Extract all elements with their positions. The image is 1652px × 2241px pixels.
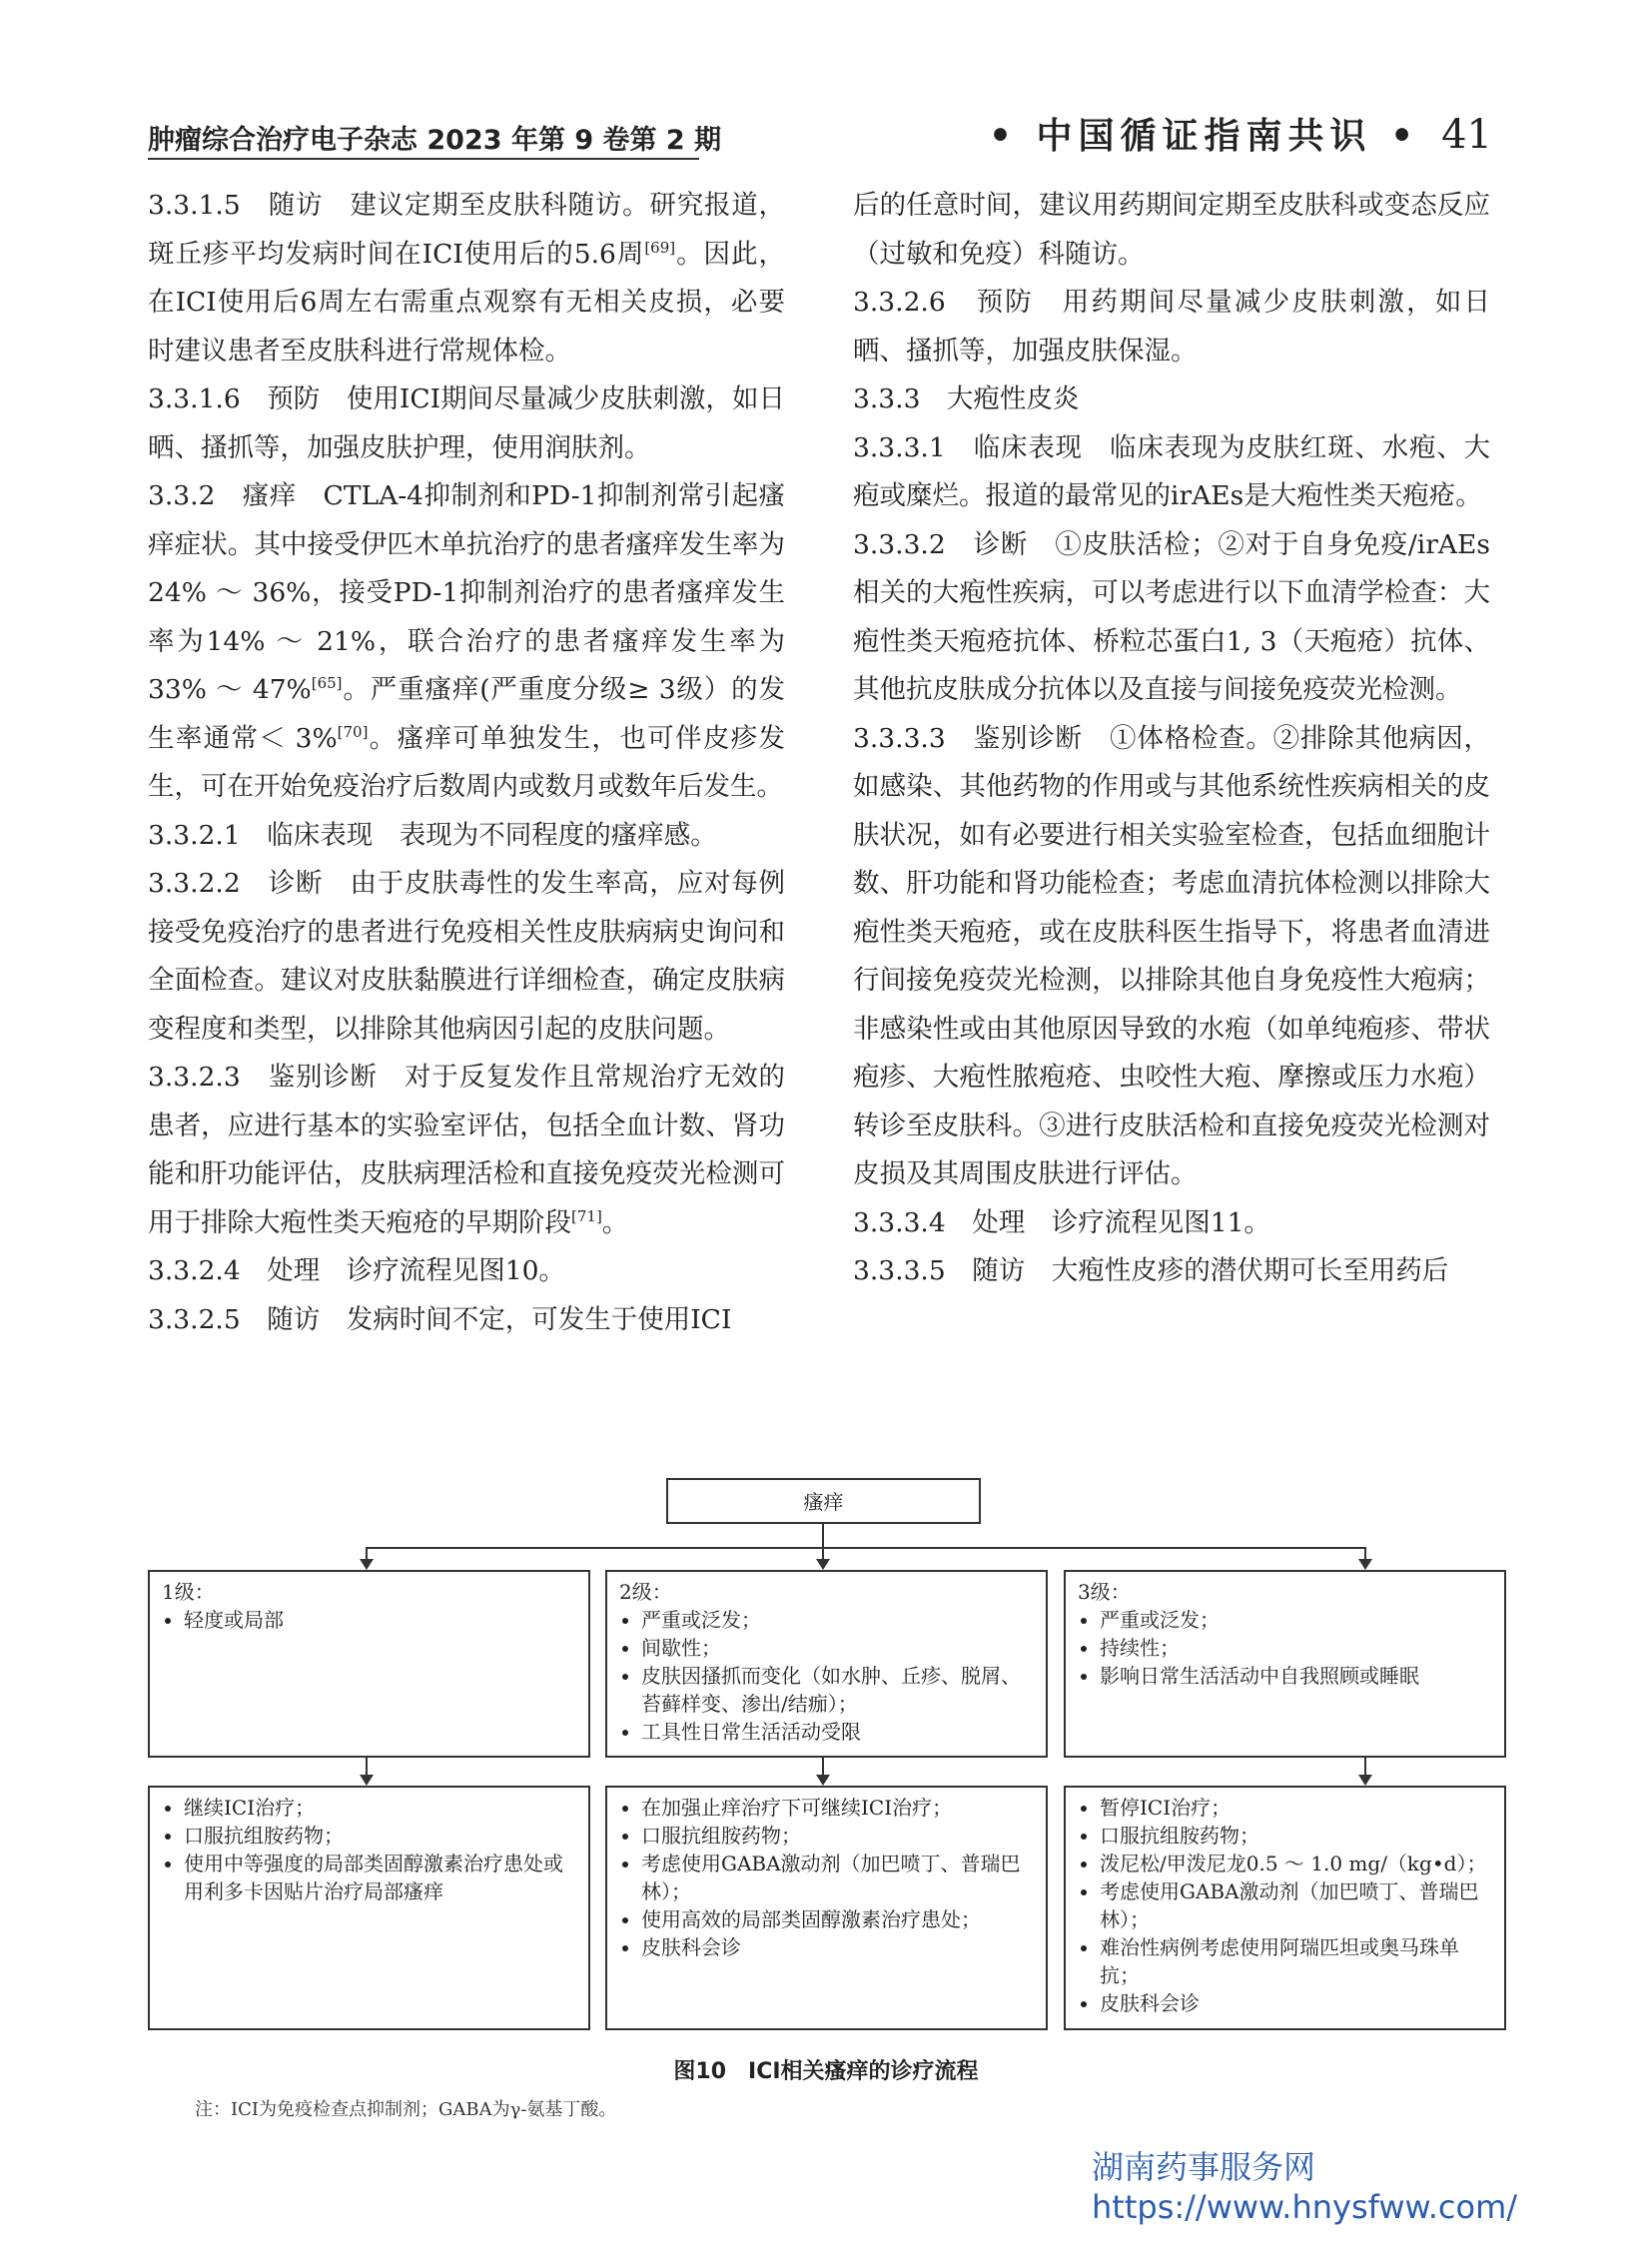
bullet-item: • 使用中等强度的局部类固醇激素治疗患处或用利多卡因贴片治疗局部瘙痒	[184, 1850, 576, 1905]
watermark[interactable]	[1092, 2147, 1517, 2227]
paragraph-3-3-1-6	[148, 375, 785, 472]
bullet-item: • 严重或泛发；	[641, 1606, 1034, 1634]
paragraph-3-3-3-1	[853, 424, 1490, 521]
bullet-item: • 皮肤因搔抓而变化（如水肿、丘疹、脱屑、苔藓样变、渗出/结痂）；	[641, 1662, 1034, 1718]
journal-title: 肿瘤综合治疗电子杂志 2023 年第 9 卷第 2 期	[148, 125, 722, 156]
bullet-item: • 持续性；	[1100, 1634, 1492, 1662]
paragraph-text: 3.3.2.6 预防 用药期间尽量减少皮肤刺激，如日晒、搔抓等，加强皮肤保湿。	[853, 287, 1490, 367]
grade-box-3	[1064, 1570, 1506, 1758]
paragraph-text: 3.3.2.4 处理 诊疗流程见图10。	[148, 1255, 565, 1286]
paragraph-text: 3.3.2.2 诊断 由于皮肤毒性的发生率高，应对每例接受免疫治疗的患者进行免疫相关性皮肤病病史询问和全面检查。建议对皮肤黏膜进行详细检查，确定皮肤病变程度和类型，以排除其他病因引起的皮肤问题。	[148, 868, 785, 1045]
bullet-item: • 间歇性；	[641, 1634, 1034, 1662]
paragraph-3-3-3-5	[853, 1247, 1490, 1296]
bullet-list	[1078, 1606, 1492, 1690]
flow-arrow	[1358, 1775, 1372, 1786]
bullet-item: • 影响日常生活活动中自我照顾或睡眠	[1100, 1662, 1492, 1690]
paragraph-text: 3.3.1.5 随访 建议定期至皮肤科随访。研究报道，斑丘疹平均发病时间在ICI使用后的5.6周	[148, 190, 785, 270]
paragraph-text: 3.3.3.1 临床表现 临床表现为皮肤红斑、水疱、大疱或糜烂。报道的最常见的irAEs是大疱性类天疱疮。	[853, 431, 1490, 511]
paragraph-text: 。瘙痒可单独发生，也可伴皮疹发生，可在开始免疫治疗后数周内或数月或数年后发生。	[148, 722, 786, 802]
bullet-item: • 口服抗组胺药物；	[1100, 1822, 1492, 1850]
bullet-item: • 暂停ICI治疗；	[1100, 1794, 1492, 1822]
bullet-item: • 泼尼松/甲泼尼龙0.5 ～ 1.0 mg/（kg•d）；	[1100, 1850, 1492, 1877]
flow-arrow	[1358, 1559, 1372, 1570]
paragraph-cont	[853, 182, 1490, 279]
figure-note: 注：ICI为免疫检查点抑制剂；GABA为γ-氨基丁酸。	[195, 2099, 617, 2120]
paragraph-text: 3.3.2 瘙痒 CTLA-4抑制剂和PD-1抑制剂常引起瘙痒症状。其中接受伊匹木单抗治疗的患者瘙痒发生率为24% ～ 36%，接受PD-1抑制剂治疗的患者瘙痒发生率为14% ～ 21%，联合治疗的患者瘙痒发生率为33% ～ 47%	[148, 480, 785, 705]
paragraph-3-3-2-4	[148, 1247, 785, 1296]
paragraph-3-3-2-1	[148, 812, 785, 861]
flow-arrow	[816, 1559, 830, 1570]
bullet-list	[162, 1606, 576, 1634]
flow-connector	[1364, 1758, 1366, 1776]
citation-ref: [69]	[644, 238, 676, 257]
bullet-item: • 难治性病例考虑使用阿瑞匹坦或奥马珠单抗；	[1100, 1933, 1492, 1989]
flow-root-node: 瘙痒	[666, 1478, 981, 1524]
treatment-box-2	[605, 1786, 1048, 2030]
header-rule	[148, 158, 699, 160]
paragraph-text: 3.3.3.3 鉴别诊断 ①体格检查。②排除其他病因，如感染、其他药物的作用或与其他系统性疾病相关的皮肤状况，如有必要进行相关实验室检查，包括血细胞计数、肝功能和肾功能检查；考虑血清抗体检测以排除大疱性类天疱疮，或在皮肤科医生指导下，将患者血清进行间接免疫荧光检测，以排除其他自身免疫性大疱病；非感染性或由其他原因导致的水疱（如单纯疱疹、带状疱疹、大疱性脓疱疮、虫咬性大疱、摩擦或压力水疱）转诊至皮肤科。③进行皮肤活检和直接免疫荧光检测对皮损及其周围皮肤进行评估。	[853, 722, 1490, 1189]
paragraph-text: 。因此，在ICI使用后6周左右需重点观察有无相关皮损，必要时建议患者至皮肤科进行常规体检。	[148, 238, 785, 367]
paragraph-text: 3.3.3.2 诊断 ①皮肤活检；②对于自身免疫/irAEs相关的大疱性疾病，可以考虑进行以下血清学检查：大疱性类天疱疮抗体、桥粒芯蛋白1, 3（天疱疮）抗体、其他抗皮肤成分抗体以及直接与间接免疫荧光检测。	[853, 528, 1490, 705]
bullet-item: • 继续ICI治疗；	[184, 1794, 576, 1822]
page-number: 41	[1441, 112, 1492, 158]
watermark-url[interactable]: https://www.hnysfww.com/	[1092, 2188, 1518, 2226]
right-column	[853, 182, 1490, 1296]
paragraph-3-3-3-3	[853, 715, 1490, 1199]
paragraph-3-3-3-2	[853, 521, 1490, 715]
paragraph-3-3-2	[148, 472, 785, 812]
citation-ref: [71]	[571, 1206, 602, 1225]
flow-arrow	[360, 1559, 374, 1570]
bullet-item: • 严重或泛发；	[1100, 1606, 1492, 1634]
bullet-item: • 口服抗组胺药物；	[641, 1822, 1034, 1850]
bullet-item: • 轻度或局部	[184, 1606, 576, 1634]
paragraph-3-3-3	[853, 375, 1490, 424]
bullet-item: • 考虑使用GABA激动剂（加巴喷丁、普瑞巴林）；	[1100, 1877, 1492, 1933]
grade-title: 2级：	[619, 1580, 672, 1604]
paragraph-text: 3.3.2.1 临床表现 表现为不同程度的瘙痒感。	[148, 819, 717, 851]
bullet-list	[619, 1794, 1034, 1961]
section-title	[989, 108, 1492, 159]
paragraph-3-3-2-3	[148, 1054, 785, 1247]
flow-connector	[822, 1758, 824, 1776]
flow-connector	[822, 1524, 824, 1548]
watermark-name: 湖南药事服务网	[1092, 2148, 1316, 2186]
paragraph-3-3-1-5	[148, 182, 785, 375]
bullet-list	[1078, 1794, 1492, 2017]
flow-connector	[366, 1547, 1364, 1549]
paragraph-text: 3.3.2.3 鉴别诊断 对于反复发作且常规治疗无效的患者，应进行基本的实验室评估，包括全血计数、肾功能和肝功能评估，皮肤病理活检和直接免疫荧光检测可用于排除大疱性类天疱疮的早期阶段	[148, 1062, 785, 1238]
paragraph-text: 。	[601, 1206, 629, 1238]
citation-ref: [70]	[337, 722, 369, 741]
flow-arrow	[360, 1775, 374, 1786]
figure-caption: 图10 ICI相关瘙痒的诊疗流程	[673, 2059, 979, 2084]
bullet-list	[162, 1794, 576, 1905]
paragraph-text: 3.3.3.5 随访 大疱性皮疹的潜伏期可长至用药后	[853, 1255, 1449, 1286]
treatment-box-1	[148, 1786, 590, 2030]
paragraph-3-3-2-5	[148, 1296, 785, 1345]
bullet-item: • 口服抗组胺药物；	[184, 1822, 576, 1850]
flow-arrow	[816, 1775, 830, 1786]
bullet-item: • 使用高效的局部类固醇激素治疗患处；	[641, 1905, 1034, 1933]
paragraph-text: 3.3.3 大疱性皮炎	[853, 383, 1080, 414]
bullet-item: • 皮肤科会诊	[641, 1933, 1034, 1961]
bullet-list	[619, 1606, 1034, 1746]
grade-title: 1级：	[162, 1580, 215, 1604]
grade-title: 3级：	[1078, 1580, 1131, 1604]
paragraph-text: 。严重瘙痒(严重度分级≥ 3级）的发生率通常＜ 3%	[148, 674, 785, 754]
paragraph-text: 3.3.1.6 预防 使用ICI期间尽量减少皮肤刺激，如日晒、搔抓等，加强皮肤护理，使用润肤剂。	[148, 383, 785, 463]
paragraph-text: 3.3.3.4 处理 诊疗流程见图11。	[853, 1206, 1270, 1238]
bullet-item: • 考虑使用GABA激动剂（加巴喷丁、普瑞巴林）；	[641, 1850, 1034, 1905]
paragraph-3-3-2-6	[853, 279, 1490, 375]
grade-box-1	[148, 1570, 590, 1758]
bullet-item: • 工具性日常生活活动受限	[641, 1718, 1034, 1746]
left-column	[148, 182, 785, 1344]
bullet-item: • 在加强止痒治疗下可继续ICI治疗；	[641, 1794, 1034, 1822]
grade-box-2	[605, 1570, 1048, 1758]
paragraph-3-3-2-2	[148, 860, 785, 1054]
paragraph-text: 后的任意时间，建议用药期间定期至皮肤科或变态反应（过敏和免疫）科随访。	[853, 190, 1490, 270]
citation-ref: [65]	[311, 674, 343, 693]
bullet-item: • 皮肤科会诊	[1100, 1989, 1492, 2017]
section-label: • 中国循证指南共识 •	[989, 115, 1420, 157]
paragraph-text: 3.3.2.5 随访 发病时间不定，可发生于使用ICI	[148, 1303, 732, 1335]
flow-connector	[366, 1758, 368, 1776]
paragraph-3-3-3-4	[853, 1199, 1490, 1248]
treatment-box-3	[1064, 1786, 1506, 2030]
